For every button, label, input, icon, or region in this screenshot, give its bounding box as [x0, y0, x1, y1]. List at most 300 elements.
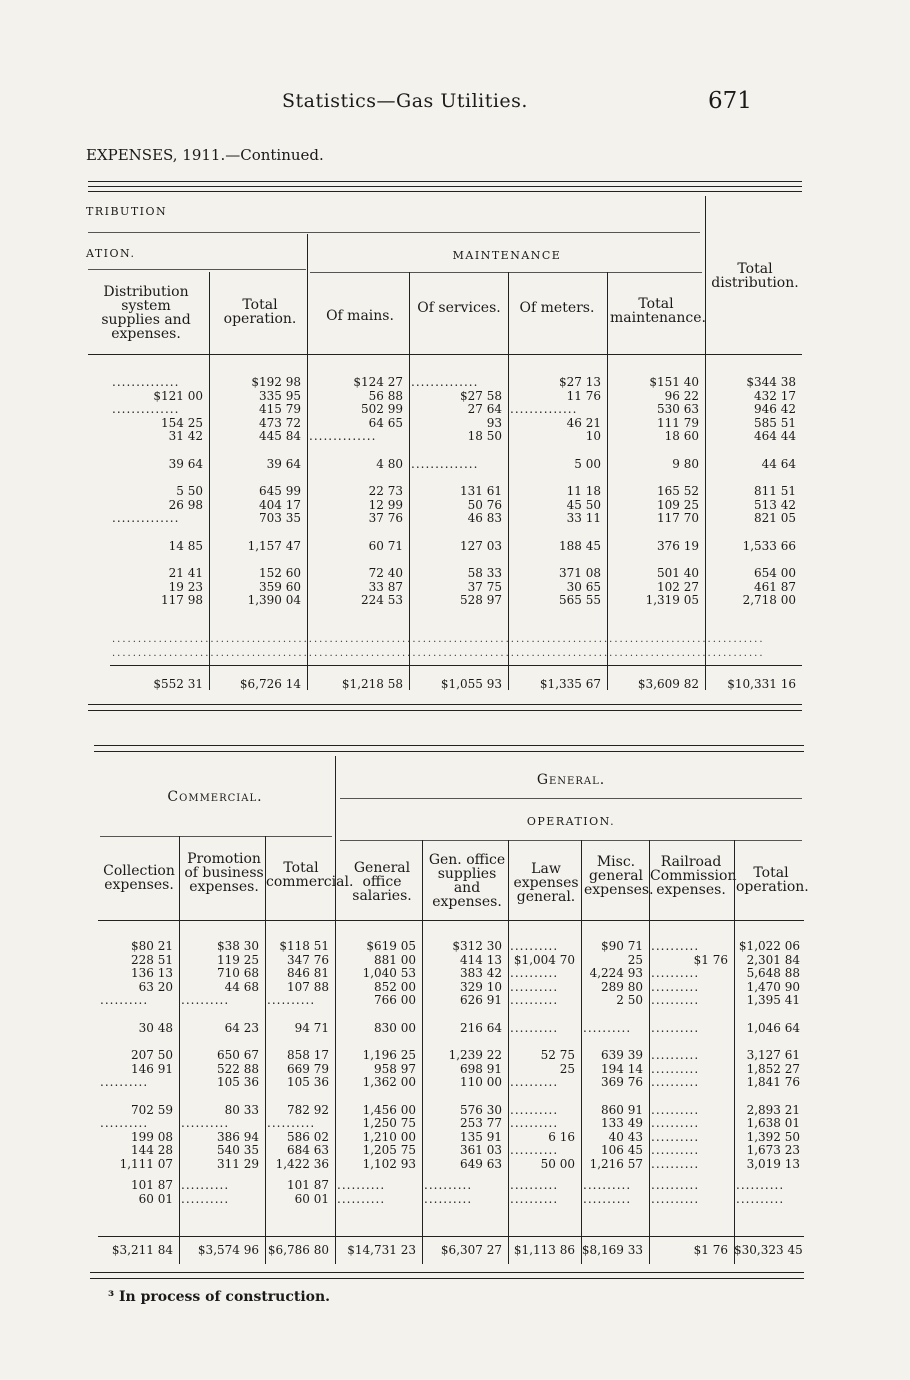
table-cell: 376 19: [657, 539, 699, 553]
table-cell: ..............: [112, 403, 180, 417]
table-cell: 5,648 88: [746, 967, 800, 981]
table-cell: $1,004 70: [513, 953, 575, 967]
table-cell: 117 98: [161, 594, 203, 608]
table-cell: 39 64: [266, 457, 301, 471]
table-cell: 1,533 66: [742, 539, 796, 553]
table-cell: 821 05: [754, 512, 796, 526]
table-cell: 50 00: [540, 1157, 575, 1171]
table-cell: 96 22: [664, 389, 699, 403]
table-row: [110, 581, 802, 595]
table-cell: 1,157 47: [247, 539, 301, 553]
table-cell: 199 08: [131, 1130, 173, 1144]
table-cell: 117 70: [657, 512, 699, 526]
total-cell: $3,574 96: [197, 1244, 259, 1258]
table-cell: ..........: [510, 1021, 559, 1035]
table-cell: 44 64: [761, 457, 796, 471]
total-cell: $1,335 67: [539, 678, 601, 692]
table-cell: 414 13: [460, 953, 502, 967]
total-cell: $6,726 14: [239, 678, 301, 692]
col-header-distribution-supplies: Distribution system supplies and expenses.: [101, 284, 191, 342]
distribution-data-grid: [110, 376, 802, 608]
col-header-promotion: Promotion of business expenses.: [184, 851, 264, 895]
dotted-leader: ..............................................................................................................................: [112, 634, 765, 645]
col-header-of-services: Of services.: [417, 300, 501, 316]
table-cell: 371 08: [559, 567, 601, 581]
header-divider: [340, 840, 802, 841]
table-cell: ..........: [100, 994, 149, 1008]
table-cell: ..........: [267, 1117, 316, 1131]
table-cell: 46 21: [566, 416, 601, 430]
table-row: [110, 376, 802, 390]
table-cell: 63 20: [138, 980, 173, 994]
table-rule: [90, 1272, 804, 1273]
table-cell: ..........: [651, 1144, 700, 1158]
table-cell: 585 51: [754, 416, 796, 430]
table-cell: 6 16: [548, 1130, 575, 1144]
table-cell: ..........: [651, 980, 700, 994]
table-cell: ..........: [651, 940, 700, 954]
table-cell: 766 00: [374, 994, 416, 1008]
table-cell: 44 68: [224, 980, 259, 994]
table-cell: 5 50: [176, 485, 203, 499]
general-data-grid: [98, 940, 806, 1206]
table-cell: 224 53: [361, 594, 403, 608]
table-row: [98, 940, 806, 954]
table-cell: 311 29: [217, 1157, 259, 1171]
table-cell: $124 27: [353, 376, 403, 390]
table-cell: $27 13: [559, 376, 601, 390]
table-cell: 649 63: [460, 1157, 502, 1171]
table-cell: 513 42: [754, 498, 796, 512]
table-cell: 228 51: [131, 953, 173, 967]
table-cell: 31 42: [168, 430, 203, 444]
table-row: [110, 403, 802, 417]
table-cell: 60 01: [294, 1192, 329, 1206]
table-row: [98, 954, 806, 968]
table-row: [98, 1049, 806, 1063]
table-cell: 4 80: [376, 457, 403, 471]
table-cell: 94 71: [294, 1021, 329, 1035]
table-cell: 106 45: [601, 1144, 643, 1158]
table-cell: 188 45: [559, 539, 601, 553]
table-cell: 58 33: [467, 567, 502, 581]
table-cell: 1,362 00: [362, 1076, 416, 1090]
table-cell: 329 10: [460, 980, 502, 994]
table-cell: 404 17: [259, 498, 301, 512]
table-cell: 565 55: [559, 594, 601, 608]
table-cell: 383 42: [460, 967, 502, 981]
table-cell: 958 97: [374, 1062, 416, 1076]
table-rule: [88, 704, 802, 705]
table-row: [110, 540, 802, 554]
table-cell: 10: [585, 430, 601, 444]
table-cell: 101 87: [131, 1179, 173, 1193]
table-cell: 216 64: [460, 1021, 502, 1035]
table-cell: ..........: [510, 994, 559, 1008]
table-cell: $90 71: [601, 940, 643, 954]
table-cell: ..............: [411, 376, 479, 390]
table-cell: 194 14: [601, 1062, 643, 1076]
table-cell: 522 88: [217, 1062, 259, 1076]
table-cell: 5 00: [574, 457, 601, 471]
table-cell: ..........: [583, 1179, 632, 1193]
col-header-total-commercial: Total commercial.: [266, 860, 354, 890]
totals-rule: [98, 1236, 804, 1237]
table-cell: 127 03: [460, 539, 502, 553]
table-cell: 669 79: [287, 1062, 329, 1076]
dotted-leader: ..............................................................................................................................: [112, 648, 765, 659]
col-header-of-mains: Of mains.: [326, 308, 394, 324]
table-rule: [88, 191, 802, 192]
spacer-row: [110, 526, 802, 540]
table-cell: 1,673 23: [746, 1144, 800, 1158]
table-cell: 30 48: [138, 1021, 173, 1035]
table-cell: 107 88: [287, 980, 329, 994]
table-cell: ..........: [736, 1192, 785, 1206]
col-header-misc-general: Misc. general expenses.: [584, 854, 654, 898]
page-number: 671: [708, 88, 752, 114]
table-cell: 359 60: [259, 580, 301, 594]
table-cell: 22 73: [368, 485, 403, 499]
table-cell: 152 60: [259, 567, 301, 581]
table-row: [110, 594, 802, 608]
table-cell: ..........: [510, 1103, 559, 1117]
table-cell: 654 00: [754, 567, 796, 581]
table-cell: 11 76: [566, 389, 601, 403]
table-cell: ..........: [651, 1130, 700, 1144]
table-cell: 52 75: [540, 1049, 575, 1063]
table-cell: 18 50: [467, 430, 502, 444]
table-cell: ..........: [510, 1117, 559, 1131]
table-cell: ..............: [510, 403, 578, 417]
table-cell: 432 17: [754, 389, 796, 403]
table-cell: 40 43: [608, 1130, 643, 1144]
table-cell: ..............: [411, 457, 479, 471]
table-cell: 684 63: [287, 1144, 329, 1158]
table-cell: ..............: [112, 376, 180, 390]
table-cell: ..........: [651, 1062, 700, 1076]
table-cell: 576 30: [460, 1103, 502, 1117]
footnote: ³ In process of construction.: [108, 1289, 331, 1305]
table-row: [110, 430, 802, 444]
general-totals-grid: [98, 1244, 806, 1258]
table-cell: 2,301 84: [746, 953, 800, 967]
table-cell: ..........: [651, 1157, 700, 1171]
table-cell: 782 92: [287, 1103, 329, 1117]
total-cell: $6,786 80: [267, 1244, 329, 1258]
table-cell: 102 27: [657, 580, 699, 594]
table-cell: 1,216 57: [589, 1157, 643, 1171]
table-cell: 1,841 76: [746, 1076, 800, 1090]
table-cell: ..........: [651, 1179, 700, 1193]
table-cell: 25: [559, 1062, 575, 1076]
table-cell: 946 42: [754, 403, 796, 417]
table-row: [98, 1144, 806, 1158]
table-cell: ..........: [736, 1179, 785, 1193]
general-operation-label: OPERATION.: [526, 815, 616, 828]
table-cell: 528 97: [460, 594, 502, 608]
table-rule: [88, 186, 802, 187]
table-cell: 165 52: [657, 485, 699, 499]
general-label: General.: [536, 772, 606, 788]
spacer-row: [110, 471, 802, 485]
table-cell: 473 72: [259, 416, 301, 430]
table-cell: $38 30: [217, 940, 259, 954]
table-cell: 30 65: [566, 580, 601, 594]
table-rule: [88, 181, 802, 182]
table-cell: 11 18: [566, 485, 601, 499]
table-cell: 135 91: [460, 1130, 502, 1144]
table-cell: 64 65: [368, 416, 403, 430]
table-cell: 39 64: [168, 457, 203, 471]
table-cell: 698 91: [460, 1062, 502, 1076]
commercial-label: Commercial.: [167, 789, 263, 805]
table-cell: 335 95: [259, 389, 301, 403]
table-cell: 110 00: [460, 1076, 502, 1090]
table-cell: 146 91: [131, 1062, 173, 1076]
table-row: [110, 485, 802, 499]
table-cell: 710 68: [217, 967, 259, 981]
maintenance-label: MAINTENANCE: [452, 249, 562, 262]
table-cell: $344 38: [746, 376, 796, 390]
col-header-collection: Collection expenses.: [103, 863, 175, 893]
total-cell: $1 76: [693, 1244, 728, 1258]
table-cell: 60 71: [368, 539, 403, 553]
table-cell: 846 81: [287, 967, 329, 981]
table-cell: 860 91: [601, 1103, 643, 1117]
table-cell: 154 25: [161, 416, 203, 430]
table-row: [98, 1117, 806, 1131]
table-cell: 502 99: [361, 403, 403, 417]
col-header-total-maintenance: Total maintenance.: [610, 296, 706, 326]
table-cell: 33 87: [368, 580, 403, 594]
table-cell: ..........: [651, 1049, 700, 1063]
table-cell: ..........: [337, 1179, 386, 1193]
table-cell: 626 91: [460, 994, 502, 1008]
operation-label: ATION.: [86, 247, 136, 260]
table-row: [98, 1131, 806, 1145]
header-divider: [310, 272, 702, 273]
table-cell: ..........: [510, 980, 559, 994]
spacer-row: [98, 1171, 806, 1179]
table-cell: ..........: [583, 1021, 632, 1035]
table-cell: ..........: [651, 1021, 700, 1035]
table-cell: ..........: [510, 940, 559, 954]
table-cell: 702 59: [131, 1103, 173, 1117]
table-cell: ..........: [181, 1117, 230, 1131]
col-header-gen-office-supplies: Gen. office supplies and expenses.: [428, 852, 506, 910]
table-cell: 3,127 61: [746, 1049, 800, 1063]
table-rule: [94, 745, 804, 746]
table-cell: 1,250 75: [362, 1117, 416, 1131]
table-cell: 9 80: [672, 457, 699, 471]
table-cell: ..........: [424, 1192, 473, 1206]
table-cell: 109 25: [657, 498, 699, 512]
table-rule: [94, 751, 804, 752]
table-cell: 27 64: [467, 403, 502, 417]
totals-row: [98, 1244, 806, 1258]
table-row: [110, 499, 802, 513]
table-cell: ..........: [100, 1117, 149, 1131]
table-cell: $80 21: [131, 940, 173, 954]
table-cell: 119 25: [217, 953, 259, 967]
distribution-totals-grid: [110, 678, 802, 692]
table-row: [98, 1179, 806, 1193]
table-cell: 253 77: [460, 1117, 502, 1131]
table-cell: 50 76: [467, 498, 502, 512]
total-cell: $1,113 86: [513, 1244, 575, 1258]
table-cell: 105 36: [217, 1076, 259, 1090]
table-cell: ..........: [651, 1192, 700, 1206]
table-cell: 37 76: [368, 512, 403, 526]
table-cell: 415 79: [259, 403, 301, 417]
table-cell: 530 63: [657, 403, 699, 417]
header-divider: [88, 232, 700, 233]
table-cell: $1 76: [693, 953, 728, 967]
table-cell: ..........: [651, 1117, 700, 1131]
header-divider: [88, 269, 306, 270]
table-cell: $192 98: [251, 376, 301, 390]
table-cell: 639 39: [601, 1049, 643, 1063]
table-cell: 852 00: [374, 980, 416, 994]
total-cell: $1,055 93: [440, 678, 502, 692]
table-cell: ..........: [510, 967, 559, 981]
table-cell: ..........: [510, 1179, 559, 1193]
table-cell: ..............: [309, 430, 377, 444]
table-cell: 33 11: [566, 512, 601, 526]
total-cell: $1,218 58: [341, 678, 403, 692]
table-cell: 37 75: [467, 580, 502, 594]
table-cell: 369 76: [601, 1076, 643, 1090]
total-cell: $8,169 33: [581, 1244, 643, 1258]
table-cell: 45 50: [566, 498, 601, 512]
table-row: [110, 417, 802, 431]
total-cell: $6,307 27: [440, 1244, 502, 1258]
table-cell: $619 05: [366, 940, 416, 954]
table-row: [110, 512, 802, 526]
table-cell: 386 94: [217, 1130, 259, 1144]
total-cell: $3,609 82: [637, 678, 699, 692]
table-cell: 56 88: [368, 389, 403, 403]
section-title: EXPENSES, 1911.—Continued.: [86, 146, 324, 164]
table-cell: ..........: [651, 994, 700, 1008]
total-cell: $10,331 16: [727, 678, 796, 692]
table-cell: 80 33: [224, 1103, 259, 1117]
table-cell: $151 40: [649, 376, 699, 390]
table-cell: 4,224 93: [589, 967, 643, 981]
total-cell: $14,731 23: [347, 1244, 416, 1258]
spacer-row: [110, 444, 802, 458]
table-cell: 3,019 13: [746, 1157, 800, 1171]
table-cell: 1,046 64: [746, 1021, 800, 1035]
table-cell: 1,390 04: [247, 594, 301, 608]
table-cell: 1,205 75: [362, 1144, 416, 1158]
table-cell: 18 60: [664, 430, 699, 444]
table-cell: 858 17: [287, 1049, 329, 1063]
table-cell: 1,395 41: [746, 994, 800, 1008]
table-cell: $27 58: [460, 389, 502, 403]
table-cell: ..........: [510, 1076, 559, 1090]
table-cell: 19 23: [168, 580, 203, 594]
col-header-total-operation: Total operation.: [223, 297, 297, 327]
table-cell: $1,022 06: [738, 940, 800, 954]
table-cell: 445 84: [259, 430, 301, 444]
table-cell: 46 83: [467, 512, 502, 526]
table-cell: 830 00: [374, 1021, 416, 1035]
table-cell: $118 51: [279, 940, 329, 954]
running-title: Statistics—Gas Utilities.: [282, 90, 528, 112]
table-cell: 111 79: [657, 416, 699, 430]
table-cell: 26 98: [168, 498, 203, 512]
table-cell: ..........: [424, 1179, 473, 1193]
total-cell: $3,211 84: [111, 1244, 173, 1258]
table-cell: 12 99: [368, 498, 403, 512]
table-cell: 461 87: [754, 580, 796, 594]
total-cell: $552 31: [153, 678, 203, 692]
table-rule: [88, 710, 802, 711]
table-cell: ..........: [181, 994, 230, 1008]
table-cell: ..........: [181, 1192, 230, 1206]
table-rule: [90, 1278, 804, 1279]
header-divider: [100, 836, 332, 837]
col-header-total-distribution: Total distribution.: [711, 261, 799, 291]
table-cell: 289 80: [601, 980, 643, 994]
table-cell: 650 67: [217, 1049, 259, 1063]
table-row: [98, 1193, 806, 1207]
spacer-row: [98, 1090, 806, 1104]
table-cell: 144 28: [131, 1144, 173, 1158]
spacer-row: [98, 1008, 806, 1022]
group-label-distribution: TRIBUTION: [86, 205, 168, 218]
table-cell: 811 51: [754, 485, 796, 499]
table-cell: 93: [486, 416, 502, 430]
table-cell: ..........: [583, 1192, 632, 1206]
table-row: [110, 458, 802, 472]
table-cell: 207 50: [131, 1049, 173, 1063]
table-cell: 586 02: [287, 1130, 329, 1144]
table-row: [98, 1022, 806, 1036]
table-cell: 1,852 27: [746, 1062, 800, 1076]
table-row: [98, 1104, 806, 1118]
header-bottom-rule: [98, 920, 804, 921]
table-row: [110, 567, 802, 581]
table-cell: ..........: [510, 1192, 559, 1206]
table-cell: 703 35: [259, 512, 301, 526]
table-cell: 64 23: [224, 1021, 259, 1035]
col-header-of-meters: Of meters.: [519, 300, 595, 316]
table-cell: 1,196 25: [362, 1049, 416, 1063]
table-cell: 14 85: [168, 539, 203, 553]
table-cell: 72 40: [368, 567, 403, 581]
table-cell: ..........: [337, 1192, 386, 1206]
table-cell: 881 00: [374, 953, 416, 967]
spacer-row: [110, 553, 802, 567]
table-cell: 25: [627, 953, 643, 967]
table-cell: 464 44: [754, 430, 796, 444]
table-cell: 105 36: [287, 1076, 329, 1090]
table-cell: 2,718 00: [742, 594, 796, 608]
table-cell: 1,111 07: [119, 1157, 173, 1171]
table-cell: 1,040 53: [362, 967, 416, 981]
totals-row: [110, 678, 802, 692]
table-row: [98, 967, 806, 981]
col-header-total-operation-general: Total operation.: [736, 865, 809, 895]
table-cell: 347 76: [287, 953, 329, 967]
table-cell: ..............: [112, 512, 180, 526]
table-cell: 1,239 22: [448, 1049, 502, 1063]
header-bottom-rule: [88, 354, 802, 355]
table-cell: 540 35: [217, 1144, 259, 1158]
